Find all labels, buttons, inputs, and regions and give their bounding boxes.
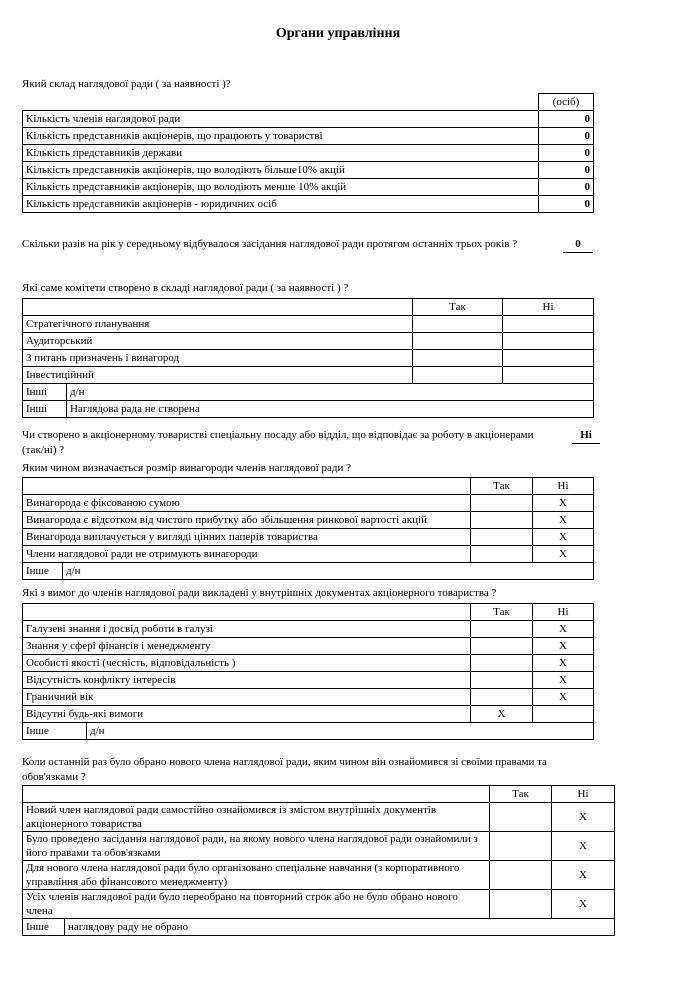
no-cell: X — [533, 495, 594, 512]
row-label: Інвестиційний — [23, 367, 413, 384]
table-header-row — [23, 478, 594, 495]
row-label: Кількість представників держави — [23, 145, 539, 162]
other-label: Інше — [23, 563, 63, 580]
special-position-answer: Ні — [572, 428, 600, 444]
table-row — [23, 162, 594, 179]
col-no-header: Ні — [552, 786, 615, 803]
other-row — [23, 563, 594, 580]
table-row — [23, 890, 615, 919]
table-row — [23, 179, 594, 196]
yes-cell — [471, 638, 533, 655]
row-value: 0 — [539, 145, 594, 162]
row-label: Знання у сфері фінансів і менеджменту — [23, 638, 471, 655]
row-label: З питань призначень і винагород — [23, 350, 413, 367]
row-label: Кількість представників акціонерів, що володіють менше 10% акцій — [23, 179, 539, 196]
table-row — [23, 350, 594, 367]
committees-question: Які саме комітети створено в складі наглядової ради ( за наявності ) ? — [22, 282, 349, 294]
special-position-question: Чи створено в акціонерному товаристві спеціальну посаду або відділ, що відповідає за роботу в акціонерами — [22, 429, 534, 441]
table-row — [23, 638, 594, 655]
yes-cell: X — [471, 706, 533, 723]
no-cell — [503, 333, 594, 350]
row-label: Члени наглядової ради не отримують винагороди — [23, 546, 471, 563]
table-header-row — [23, 604, 594, 621]
table-row — [23, 196, 594, 213]
no-cell: X — [533, 672, 594, 689]
row-label: Винагорода є відсотком від чистого прибутку або збільшення ринкової вартості акцій — [23, 512, 471, 529]
yes-cell — [413, 316, 503, 333]
other-row — [23, 723, 594, 740]
other-label: Інші — [23, 384, 67, 401]
table-row — [23, 367, 594, 384]
header-empty-cell — [23, 94, 539, 111]
no-cell: X — [552, 803, 615, 832]
other-value: наглядову раду не обрано — [65, 919, 615, 936]
table-row — [23, 655, 594, 672]
col-no-header: Ні — [533, 478, 594, 495]
board-composition-question: Який склад наглядової ради ( за наявності )? — [22, 78, 231, 90]
no-cell — [503, 367, 594, 384]
table-row — [23, 546, 594, 563]
new-member-table — [22, 785, 615, 936]
row-label: Аудиторський — [23, 333, 413, 350]
table-header-row — [23, 299, 594, 316]
col-yes-header: Так — [471, 604, 533, 621]
header-empty-cell — [23, 604, 471, 621]
meetings-answer: 0 — [563, 237, 593, 253]
table-row — [23, 529, 594, 546]
yes-cell — [471, 621, 533, 638]
no-cell: X — [533, 546, 594, 563]
no-cell: X — [533, 621, 594, 638]
other-value: д/н — [67, 384, 594, 401]
row-label: Кількість членів наглядової ради — [23, 111, 539, 128]
yes-cell — [471, 529, 533, 546]
yes-cell — [490, 803, 552, 832]
row-label: Особисті якості (чесність, відповідальність ) — [23, 655, 471, 672]
row-label: Галузеві знання і досвід роботи в галузі — [23, 621, 471, 638]
other-row — [23, 919, 615, 936]
row-label: Винагорода виплачується у вигляді цінних паперів товариства — [23, 529, 471, 546]
other-label: Інше — [23, 723, 87, 740]
table-row — [23, 689, 594, 706]
yes-cell — [471, 512, 533, 529]
header-empty-cell — [23, 299, 413, 316]
special-position-question-end: (так/ні) ? — [22, 444, 65, 456]
other-value: д/н — [63, 563, 594, 580]
table-row — [23, 512, 594, 529]
row-value: 0 — [539, 128, 594, 145]
table-row — [23, 333, 594, 350]
row-label: Було проведено засідання наглядової ради, на якому нового члена наглядової ради ознайомили з його правами та обов'язками — [23, 832, 490, 861]
row-label: Кількість представників акціонерів, що володіють більше10% акцій — [23, 162, 539, 179]
committees-table — [22, 298, 594, 418]
yes-cell — [471, 546, 533, 563]
table-row — [23, 145, 594, 162]
row-label: Винагорода є фіксованою сумою — [23, 495, 471, 512]
no-cell: X — [552, 861, 615, 890]
table-row — [23, 316, 594, 333]
row-label: Граничний вік — [23, 689, 471, 706]
requirements-table — [22, 603, 594, 740]
row-value: 0 — [539, 162, 594, 179]
row-label: Новий член наглядової ради самостійно ознайомився із змістом внутрішніх документів акціонерного товариства — [23, 803, 490, 832]
other-row — [23, 384, 594, 401]
meetings-question: Скільки разів на рік у середньому відбувалося засідання наглядової ради протягом останніх трьох років ? — [22, 238, 518, 250]
page-title: Органи управління — [275, 26, 401, 41]
yes-cell — [490, 861, 552, 890]
col-yes-header: Так — [413, 299, 503, 316]
yes-cell — [413, 367, 503, 384]
requirements-question: Які з вимог до членів наглядової ради викладені у внутрішніх документах акціонерного товариства ? — [22, 587, 497, 599]
row-label: Кількість представників акціонерів - юридичних осіб — [23, 196, 539, 213]
yes-cell — [471, 672, 533, 689]
yes-cell — [490, 890, 552, 919]
no-cell — [533, 706, 594, 723]
other-label: Інші — [23, 401, 67, 418]
board-composition-table — [22, 93, 594, 213]
col-yes-header: Так — [471, 478, 533, 495]
yes-cell — [471, 689, 533, 706]
other-value: д/н — [87, 723, 594, 740]
row-label: Відсутні будь-які вимоги — [23, 706, 471, 723]
no-cell: X — [552, 890, 615, 919]
remuneration-question: Яким чином визначається розмір винагороди членів наглядової ради ? — [22, 462, 352, 474]
yes-cell — [413, 333, 503, 350]
table-row — [23, 621, 594, 638]
table-row — [23, 495, 594, 512]
row-value: 0 — [539, 196, 594, 213]
table-row — [23, 832, 615, 861]
row-value: 0 — [539, 111, 594, 128]
table-header-row — [23, 94, 594, 111]
row-label: Відсутність конфлікту інтересів — [23, 672, 471, 689]
col-yes-header: Так — [490, 786, 552, 803]
yes-cell — [413, 350, 503, 367]
no-cell: X — [533, 529, 594, 546]
no-cell — [503, 316, 594, 333]
yes-cell — [490, 832, 552, 861]
no-cell: X — [533, 512, 594, 529]
col-no-header: Ні — [503, 299, 594, 316]
header-empty-cell — [23, 786, 490, 803]
col-no-header: Ні — [533, 604, 594, 621]
row-label: Кількість представників акціонерів, що працюють у товаристві — [23, 128, 539, 145]
other-row — [23, 401, 594, 418]
no-cell: X — [533, 655, 594, 672]
row-value: 0 — [539, 179, 594, 196]
row-label: Стратегічного планування — [23, 316, 413, 333]
table-row — [23, 672, 594, 689]
header-empty-cell — [23, 478, 471, 495]
unit-header: (осіб) — [539, 94, 594, 111]
row-label: Усіх членів наглядової ради було переобрано на повторний строк або не було обрано нового члена — [23, 890, 490, 919]
row-label: Для нового члена наглядової ради було організовано спеціальне навчання (з корпоративного управління або фінансового менеджменту) — [23, 861, 490, 890]
yes-cell — [471, 655, 533, 672]
yes-cell — [471, 495, 533, 512]
table-row — [23, 128, 594, 145]
table-row — [23, 803, 615, 832]
remuneration-table — [22, 477, 594, 580]
table-header-row — [23, 786, 615, 803]
no-cell: X — [552, 832, 615, 861]
table-row — [23, 706, 594, 723]
table-row — [23, 111, 594, 128]
table-row — [23, 861, 615, 890]
no-cell: X — [533, 689, 594, 706]
other-label: Інше — [23, 919, 65, 936]
no-cell — [503, 350, 594, 367]
no-cell: X — [533, 638, 594, 655]
other-value: Наглядова рада не створена — [67, 401, 594, 418]
new-member-question: Коли останній раз було обрано нового члена наглядової ради, яким чином він ознайомився зі своїми правами та обов'язками ? — [22, 756, 547, 783]
